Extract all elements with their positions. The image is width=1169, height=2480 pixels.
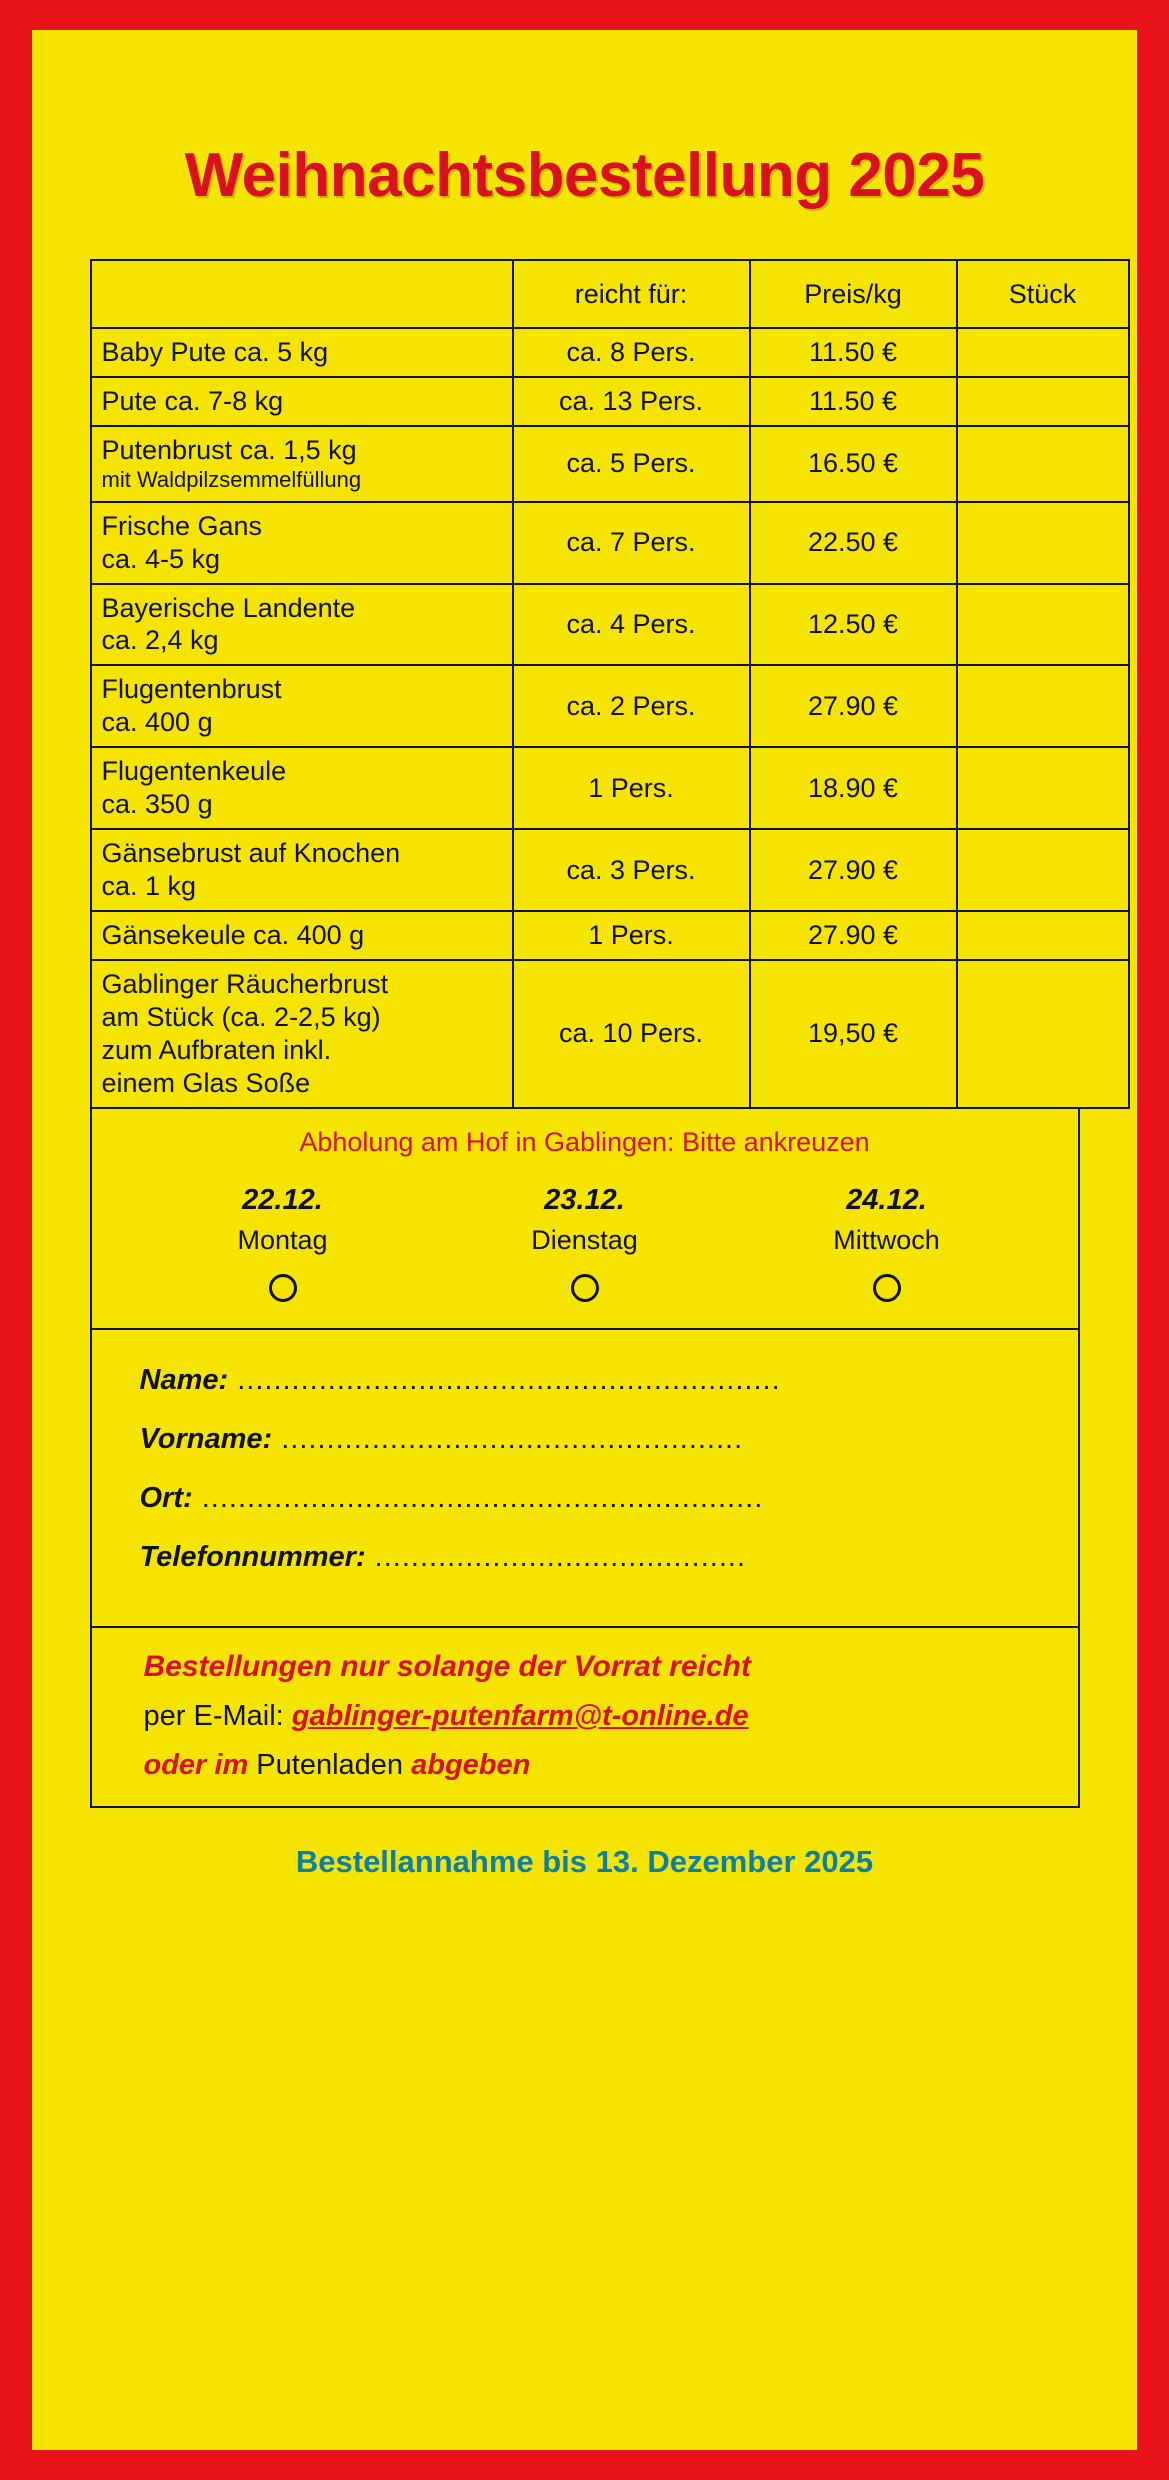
product-price: 11.50 € <box>750 328 957 377</box>
product-servings: ca. 13 Pers. <box>513 377 750 426</box>
product-name-text: Frische Gans <box>101 510 263 541</box>
table-row <box>91 584 1129 666</box>
product-price: 18.90 € <box>750 747 957 829</box>
order-table <box>90 259 1130 1109</box>
page-title: Weihnachtsbestellung 2025 <box>184 141 985 210</box>
product-name <box>91 377 513 426</box>
table-row <box>91 328 1129 377</box>
product-name-text: Pute ca. 7-8 kg <box>101 385 284 416</box>
quantity-input-cell[interactable] <box>957 960 1129 1108</box>
pickup-date-number: 23.12. <box>544 1183 625 1216</box>
product-servings: ca. 5 Pers. <box>513 426 750 502</box>
pickup-dates <box>92 1184 1078 1302</box>
quantity-input-cell[interactable] <box>957 328 1129 377</box>
order-card <box>32 30 1137 2450</box>
product-name <box>91 426 513 502</box>
product-name-line2: am Stück (ca. 2-2,5 kg) <box>101 1001 381 1032</box>
product-price: 27.90 € <box>750 665 957 747</box>
pickup-date-checkbox[interactable] <box>873 1274 901 1302</box>
product-name-subtext: mit Waldpilzsemmelfüllung <box>101 466 362 492</box>
product-servings: 1 Pers. <box>513 911 750 960</box>
name-field-line: ............................................................ <box>228 1363 781 1396</box>
firstname-field-label: Vorname: <box>139 1422 273 1455</box>
product-name-line2: ca. 4-5 kg <box>101 543 221 574</box>
table-row <box>91 502 1129 584</box>
pickup-date-checkbox[interactable] <box>571 1274 599 1302</box>
product-price: 16.50 € <box>750 426 957 502</box>
phone-field-label: Telefonnummer: <box>139 1540 366 1573</box>
table-row <box>91 960 1129 1108</box>
product-name <box>91 911 513 960</box>
shop-notice-a: oder im <box>143 1748 249 1781</box>
pickup-date-number: 24.12. <box>846 1183 927 1216</box>
product-name-line2: ca. 350 g <box>101 789 213 820</box>
product-name-text: Gänsebrust auf Knochen <box>101 838 401 869</box>
product-name <box>91 665 513 747</box>
stock-notice: Bestellungen nur solange der Vorrat reicht <box>143 1649 751 1683</box>
product-servings: ca. 8 Pers. <box>513 328 750 377</box>
city-field-label: Ort: <box>139 1481 193 1514</box>
quantity-input-cell[interactable] <box>957 911 1129 960</box>
quantity-input-cell[interactable] <box>957 426 1129 502</box>
product-name-line2: ca. 2,4 kg <box>101 625 219 656</box>
product-name-text: Flugentenbrust <box>101 674 282 705</box>
pickup-date-number: 22.12. <box>242 1183 323 1216</box>
product-name-text: Baby Pute ca. 5 kg <box>101 337 329 367</box>
product-name-text: Gablinger Räucherbrust <box>101 968 389 999</box>
email-notice <box>144 1700 1078 1733</box>
table-row <box>91 829 1129 911</box>
pickup-date-option[interactable] <box>485 1184 685 1302</box>
product-name <box>91 502 513 584</box>
product-name-line3: zum Aufbraten inkl. <box>101 1034 332 1065</box>
name-field-label: Name: <box>139 1363 229 1396</box>
product-name <box>91 829 513 911</box>
table-header-row <box>91 260 1129 328</box>
product-name-text: Bayerische Landente <box>101 592 356 623</box>
quantity-input-cell[interactable] <box>957 747 1129 829</box>
quantity-input-cell[interactable] <box>957 665 1129 747</box>
table-row <box>91 426 1129 502</box>
product-name-text: Putenbrust ca. 1,5 kg <box>101 434 357 465</box>
product-price: 22.50 € <box>750 502 957 584</box>
product-name-line2: ca. 1 kg <box>101 871 197 902</box>
deadline-footer: Bestellannahme bis 13. Dezember 2025 <box>295 1843 874 1879</box>
pickup-date-day: Mittwoch <box>833 1224 940 1255</box>
product-name <box>91 328 513 377</box>
quantity-input-cell[interactable] <box>957 502 1129 584</box>
notes-section <box>90 1628 1080 1808</box>
product-servings: ca. 7 Pers. <box>513 502 750 584</box>
shop-notice <box>144 1749 1078 1782</box>
phone-field-line: ......................................... <box>365 1540 747 1573</box>
table-row <box>91 911 1129 960</box>
customer-fields-section <box>90 1330 1080 1628</box>
header-price: Preis/kg <box>750 260 957 328</box>
email-link[interactable]: gablinger-putenfarm@t-online.de <box>291 1699 749 1732</box>
product-price: 12.50 € <box>750 584 957 666</box>
firstname-field[interactable] <box>92 1423 1078 1456</box>
product-name-text: Gänsekeule ca. 400 g <box>101 920 365 951</box>
pickup-date-option[interactable] <box>183 1184 383 1302</box>
shop-notice-b: Putenladen <box>248 1748 412 1781</box>
product-servings: ca. 3 Pers. <box>513 829 750 911</box>
table-row <box>91 665 1129 747</box>
product-name <box>91 584 513 666</box>
phone-field[interactable] <box>92 1541 1078 1574</box>
product-name-line4: einem Glas Soße <box>101 1067 311 1098</box>
product-servings: ca. 4 Pers. <box>513 584 750 666</box>
pickup-date-option[interactable] <box>787 1184 987 1302</box>
product-servings: ca. 2 Pers. <box>513 665 750 747</box>
table-row <box>91 377 1129 426</box>
header-servings: reicht für: <box>513 260 750 328</box>
pickup-date-checkbox[interactable] <box>269 1274 297 1302</box>
product-name-text: Flugentenkeule <box>101 756 287 787</box>
product-price: 19,50 € <box>750 960 957 1108</box>
pickup-title: Abholung am Hof in Gablingen: Bitte ankreuzen <box>299 1126 870 1157</box>
city-field[interactable] <box>92 1482 1078 1515</box>
product-servings: 1 Pers. <box>513 747 750 829</box>
quantity-input-cell[interactable] <box>957 584 1129 666</box>
header-quantity: Stück <box>957 260 1129 328</box>
quantity-input-cell[interactable] <box>957 829 1129 911</box>
shop-notice-c: abgeben <box>411 1748 531 1781</box>
header-product <box>91 260 513 328</box>
product-name-line2: ca. 400 g <box>101 707 213 738</box>
product-price: 11.50 € <box>750 377 957 426</box>
order-table-wrap <box>90 259 1080 1109</box>
email-notice-prefix: per E-Mail: <box>143 1699 292 1732</box>
table-row <box>91 747 1129 829</box>
name-field[interactable] <box>92 1364 1078 1397</box>
pickup-date-day: Montag <box>237 1224 328 1255</box>
product-price: 27.90 € <box>750 911 957 960</box>
product-name <box>91 960 513 1108</box>
pickup-section <box>90 1109 1080 1330</box>
city-field-line: .............................................................. <box>192 1481 764 1514</box>
firstname-field-line: ................................................... <box>272 1422 744 1455</box>
quantity-input-cell[interactable] <box>957 377 1129 426</box>
product-servings: ca. 10 Pers. <box>513 960 750 1108</box>
product-name <box>91 747 513 829</box>
product-price: 27.90 € <box>750 829 957 911</box>
pickup-date-day: Dienstag <box>531 1224 638 1255</box>
